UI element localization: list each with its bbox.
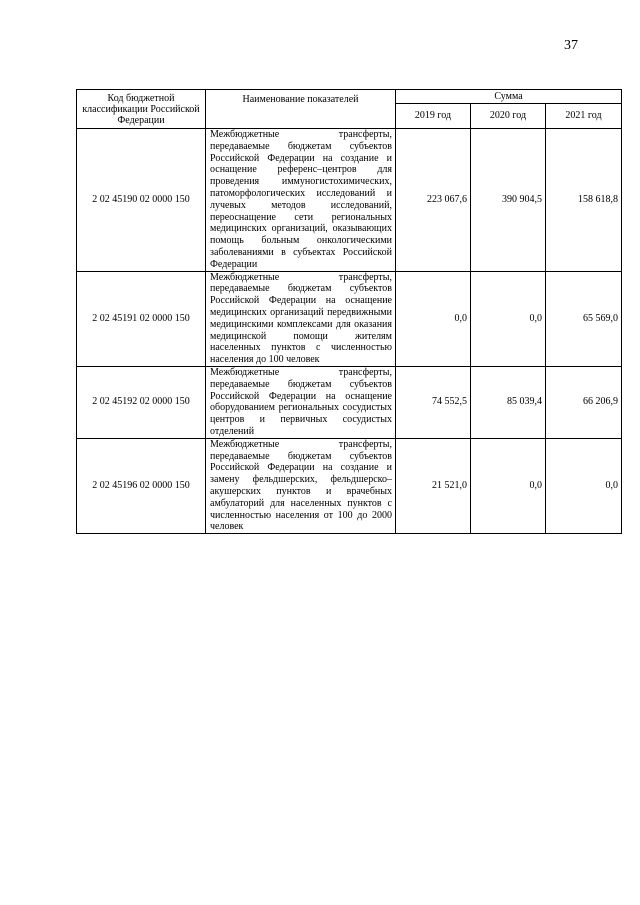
indicator-name: Межбюджетные трансферты, передаваемые бюджетам субъектов Российской Федерации на оснащение медицинских организаций передвижными медицинскими комплексами для оказания медицинской помощи жителям населенных пунктов с численностью населения до 100 человек: [206, 271, 396, 366]
amount-2019: 223 067,6: [396, 129, 471, 272]
amount-2021: 65 569,0: [546, 271, 622, 366]
indicator-name: Межбюджетные трансферты, передаваемые бюджетам субъектов Российской Федерации на создание и оснащение референс–центров для проведения иммуногистохимических, патоморфологических исследований и лучевых методов исследований, переоснащение сети региональных медицинских организаций, оказывающих помощь больным онкологическими заболеваниями в субъектах Российской Федерации: [206, 129, 396, 272]
amount-2019: 0,0: [396, 271, 471, 366]
header-sum: Сумма: [396, 90, 622, 104]
indicator-name: Межбюджетные трансферты, передаваемые бюджетам субъектов Российской Федерации на создание и замену фельдшерских, фельдшерско–акушерских пунктов и врачебных амбулаторий для населенных пунктов с численностью населения от 100 до 2000 человек: [206, 438, 396, 533]
budget-code: 2 02 45191 02 0000 150: [77, 271, 206, 366]
table-body: [77, 129, 622, 534]
budget-table: [76, 89, 622, 534]
budget-code: 2 02 45192 02 0000 150: [77, 366, 206, 438]
table-row: [77, 366, 622, 438]
table-header: [77, 90, 622, 129]
header-year-2020: 2020 год: [471, 104, 546, 129]
header-code: Код бюджетной классификации Российской Федерации: [77, 90, 206, 129]
header-year-2019: 2019 год: [396, 104, 471, 129]
header-name: Наименование показателей: [206, 90, 396, 129]
header-year-2021: 2021 год: [546, 104, 622, 129]
amount-2019: 74 552,5: [396, 366, 471, 438]
amount-2021: 66 206,9: [546, 366, 622, 438]
amount-2021: 0,0: [546, 438, 622, 533]
amount-2020: 0,0: [471, 271, 546, 366]
indicator-name: Межбюджетные трансферты, передаваемые бюджетам субъектов Российской Федерации на оснащение оборудованием региональных сосудистых центров и первичных сосудистых отделений: [206, 366, 396, 438]
budget-code: 2 02 45196 02 0000 150: [77, 438, 206, 533]
table-row: [77, 271, 622, 366]
table-row: [77, 129, 622, 272]
amount-2021: 158 618,8: [546, 129, 622, 272]
amount-2020: 390 904,5: [471, 129, 546, 272]
budget-code: 2 02 45190 02 0000 150: [77, 129, 206, 272]
amount-2020: 0,0: [471, 438, 546, 533]
amount-2020: 85 039,4: [471, 366, 546, 438]
page-number: 37: [564, 38, 578, 53]
amount-2019: 21 521,0: [396, 438, 471, 533]
table-row: [77, 438, 622, 533]
